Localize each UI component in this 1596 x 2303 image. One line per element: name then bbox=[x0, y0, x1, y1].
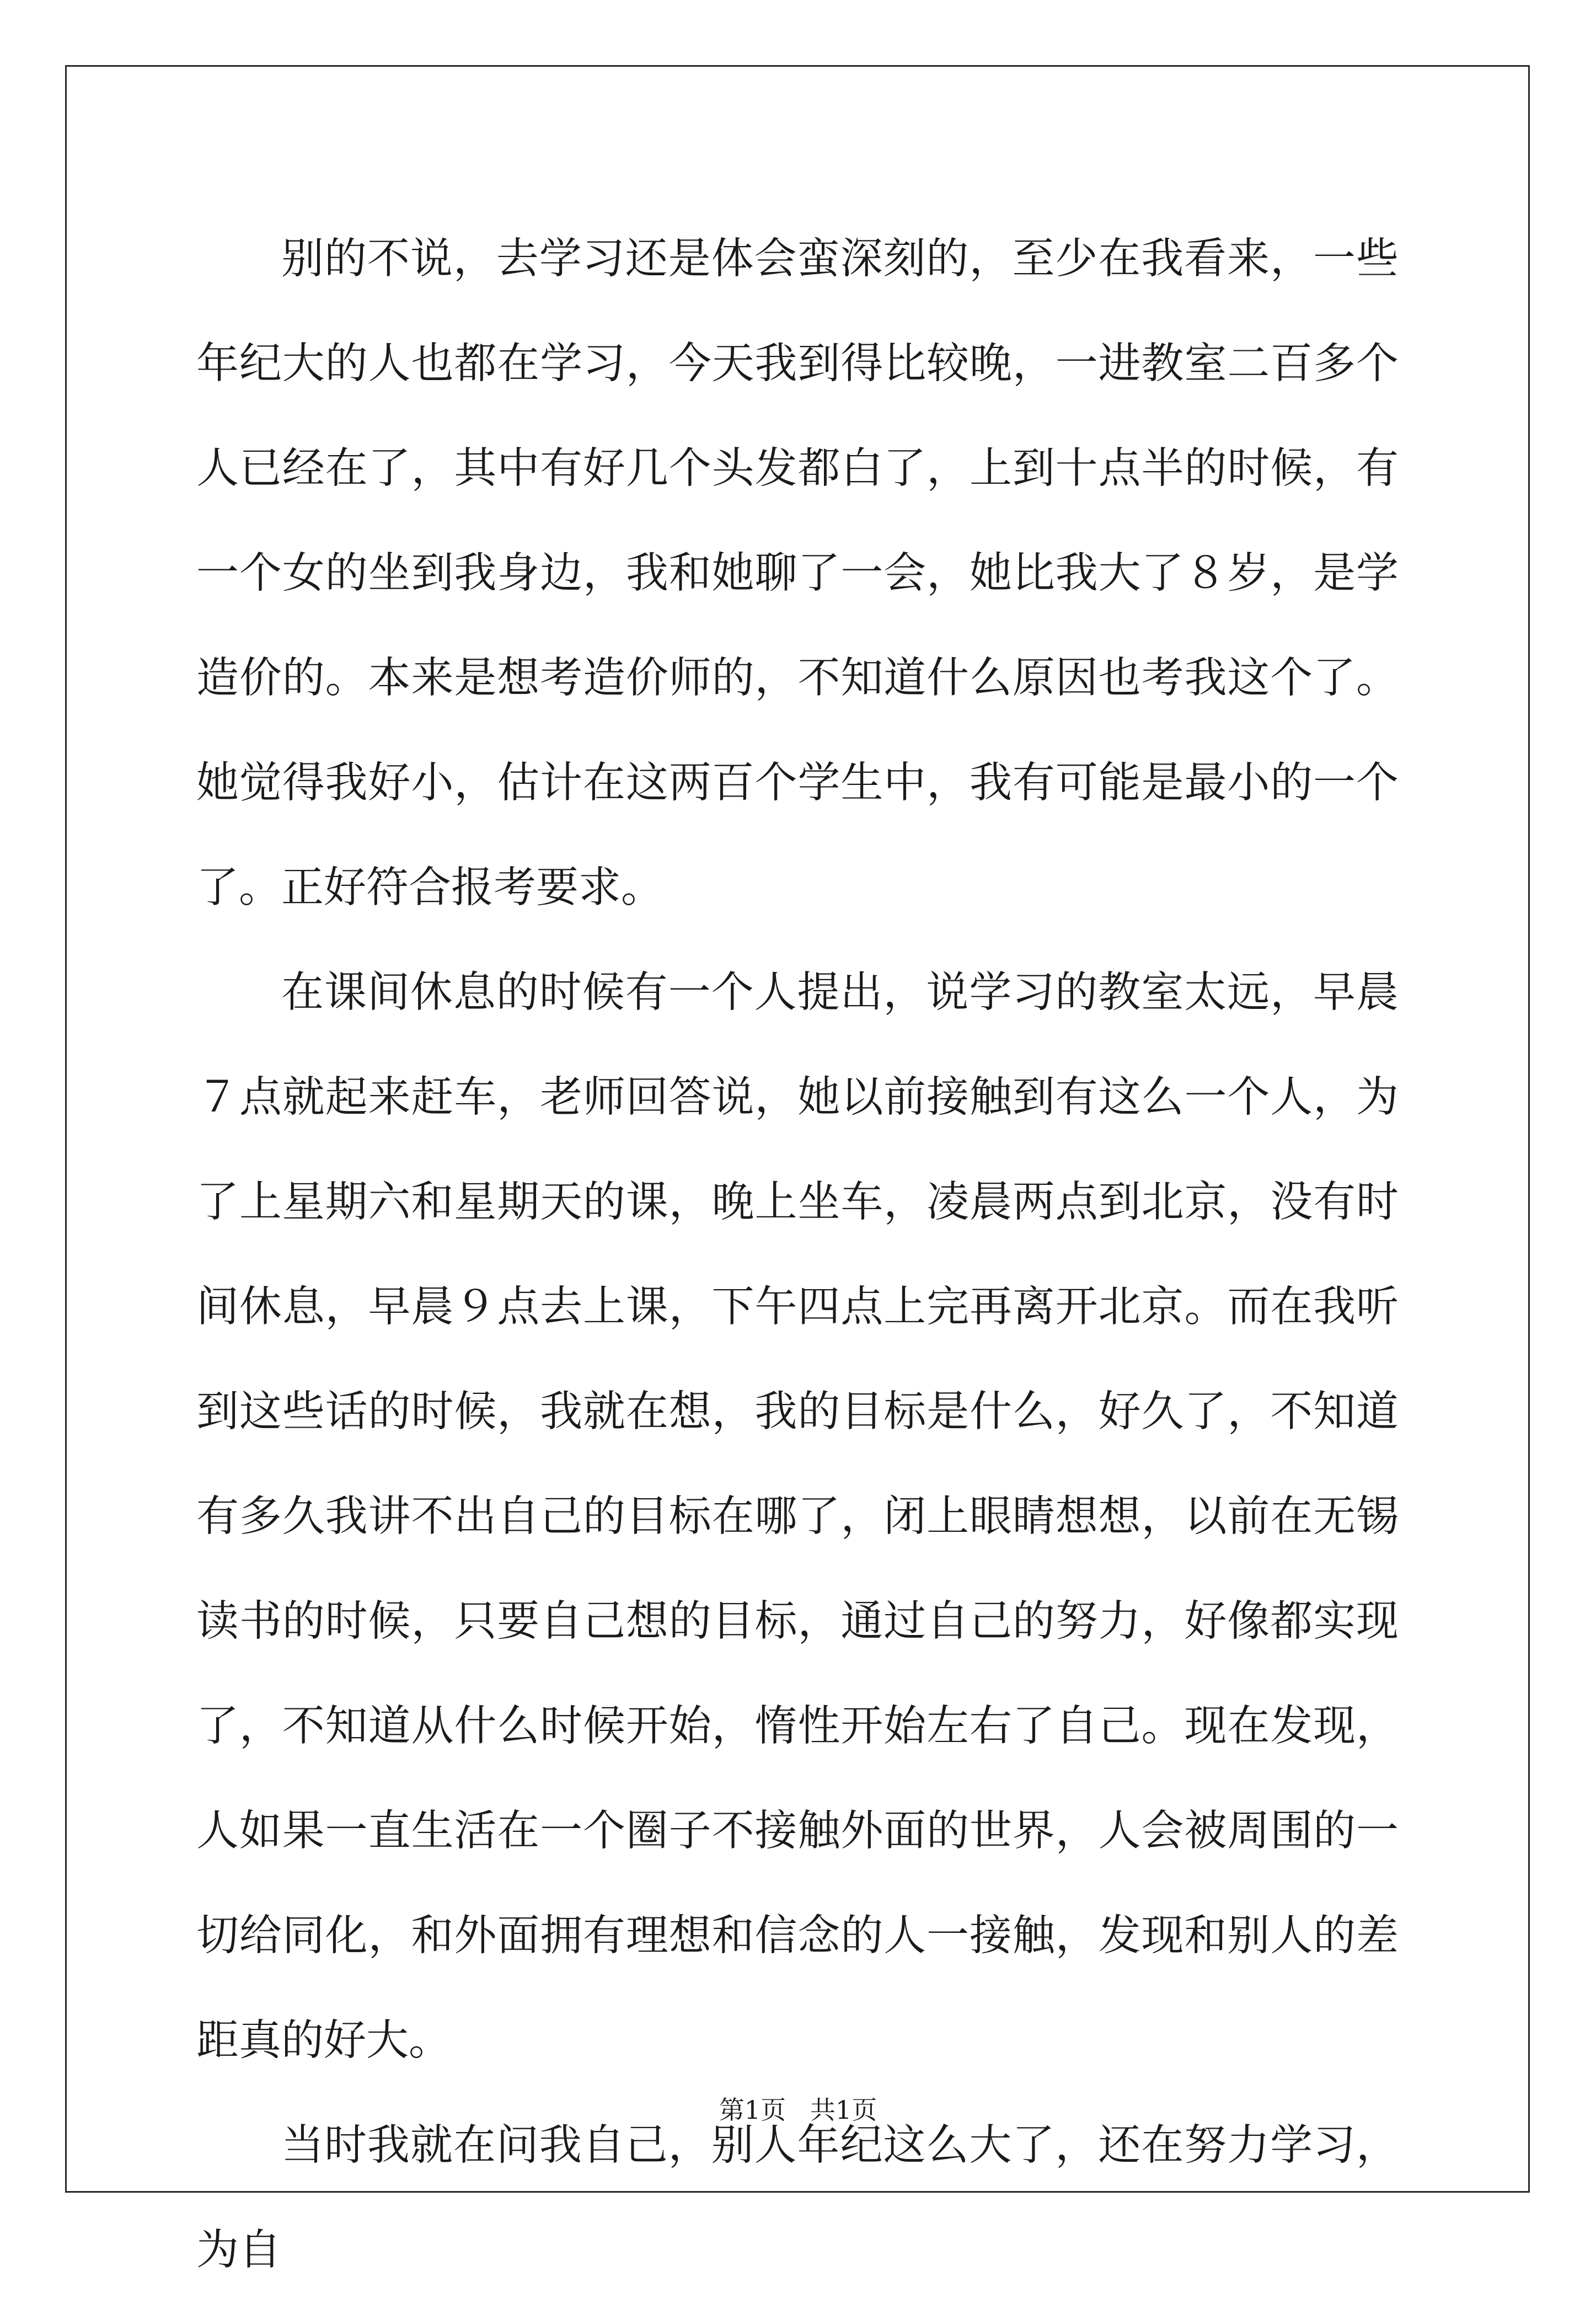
page-footer bbox=[0, 2093, 1596, 2126]
paragraph-2: 在课间休息的时候有一个人提出，说学习的教室太远，早晨７点就起来赶车，老师回答说，她以前接触到有这么一个人，为了上星期六和星期天的课，晚上坐车，凌晨两点到北京，没有时间休息，早晨９点去上课，下午四点上完再离开北京。而在我听到这些话的时候，我就在想，我的目标是什么，好久了，不知道有多久我讲不出自己的目标在哪了，闭上眼睛想想，以前在无锡读书的时候，只要自己想的目标，通过自己的努力，好像都实现了，不知道从什么时候开始，惰性开始左右了自己。现在发现，人如果一直生活在一个圈子不接触外面的世界，人会被周围的一切给同化，和外面拥有理想和信念的人一接触，发现和别人的差距真的好大。 bbox=[196, 968, 1399, 2065]
paragraph-3: 当时我就在问我自己，别人年纪这么大了，还在努力学习，为自 bbox=[196, 2121, 1399, 2275]
paragraph-1: 别的不说，去学习还是体会蛮深刻的，至少在我看来，一些年纪大的人也都在学习，今天我到得比较晚，一进教室二百多个人已经在了，其中有好几个头发都白了，上到十点半的时候，有一个女的坐到我身边，我和她聊了一会，她比我大了８岁，是学造价的。本来是想考造价师的，不知道什么原因也考我这个了。她觉得我好小，估计在这两百个学生中，我有可能是最小的一个了。正好符合报考要求。 bbox=[196, 234, 1399, 912]
page-number: 第1页 共1页 bbox=[719, 2095, 877, 2125]
document-body bbox=[196, 207, 1399, 2303]
